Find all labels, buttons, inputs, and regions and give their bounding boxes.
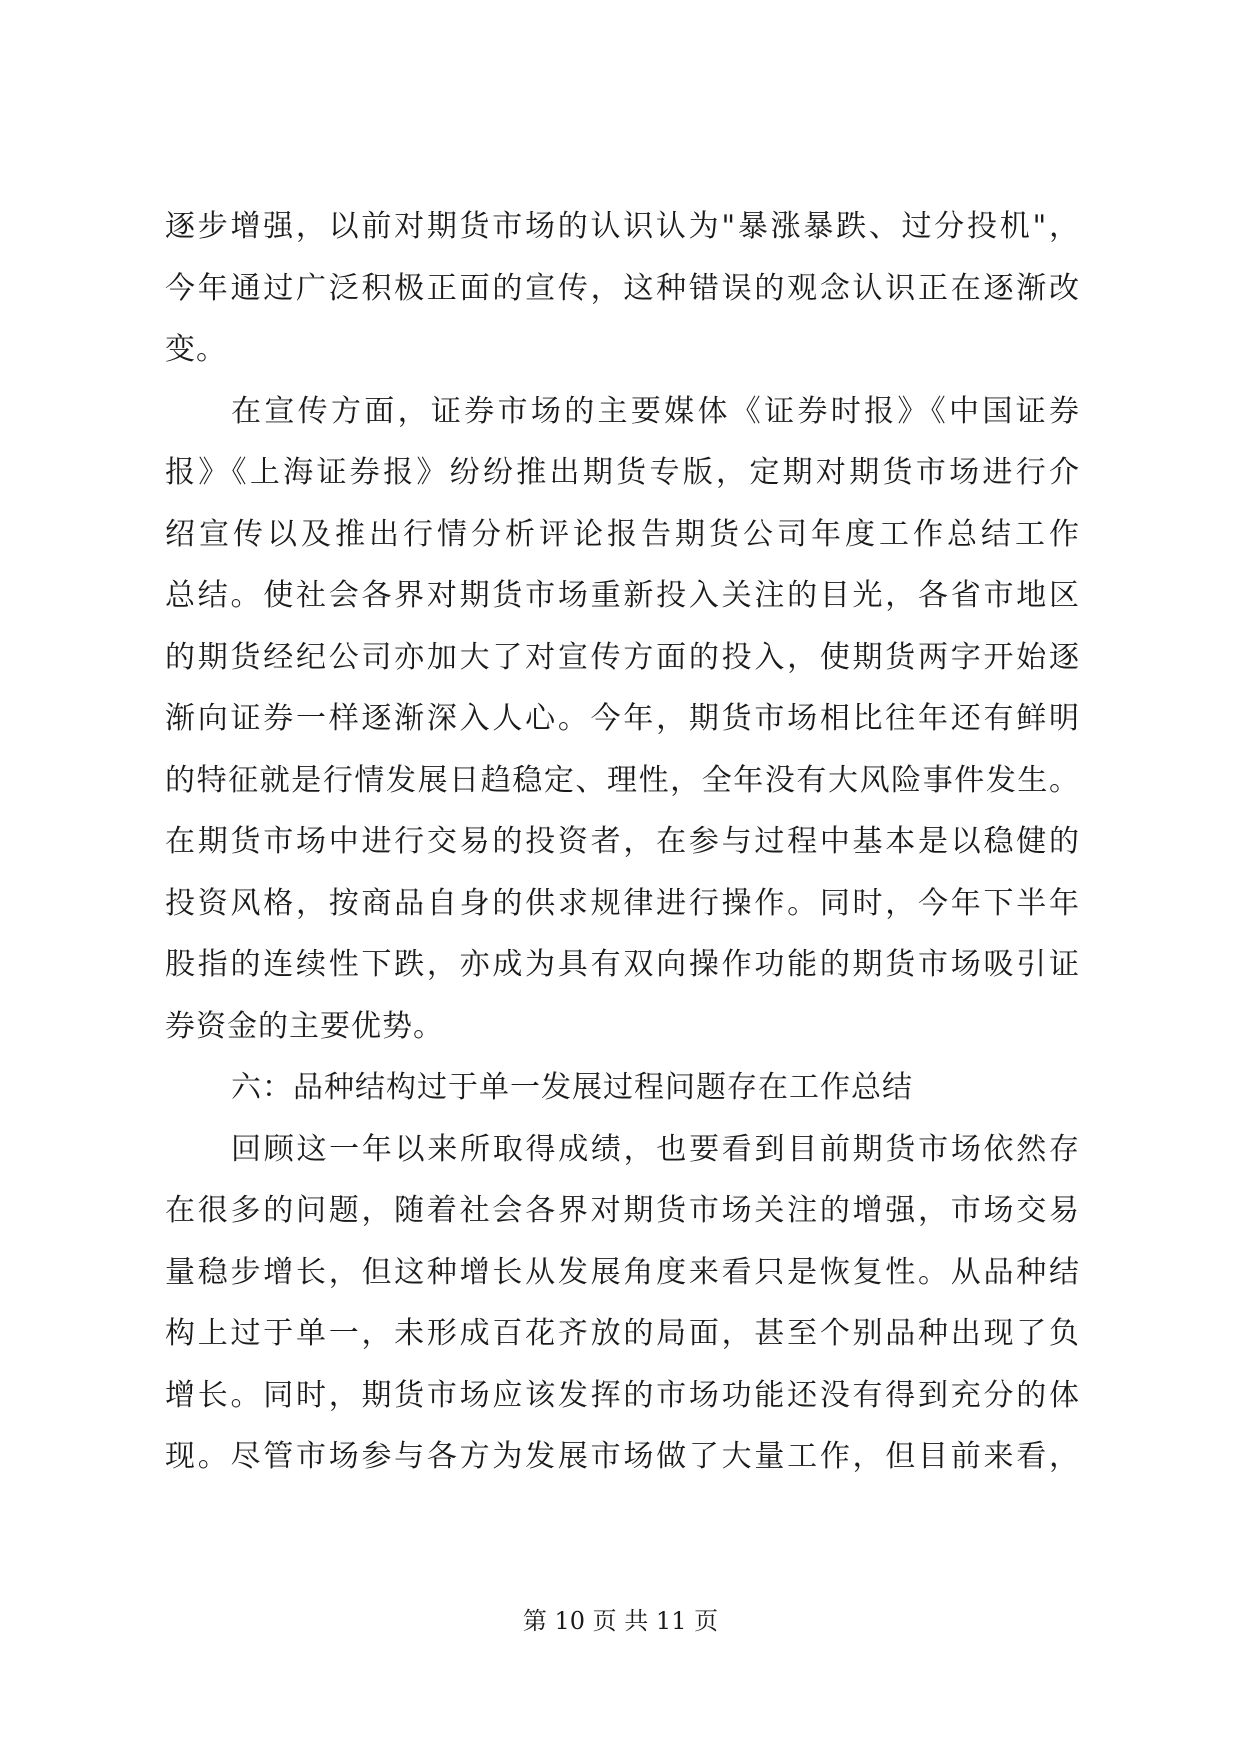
text-line: 总结。使社会各界对期货市场重新投入关注的目光，各省市地区	[165, 578, 1080, 613]
text-line: 现。尽管市场参与各方为发展市场做了大量工作，但目前来看，	[165, 1439, 1080, 1474]
text-line: 股指的连续性下跌，亦成为具有双向操作功能的期货市场吸引证	[165, 947, 1080, 982]
text-line: 报》《上海证券报》纷纷推出期货专版，定期对期货市场进行介	[165, 455, 1080, 490]
text-line: 今年通过广泛积极正面的宣传，这种错误的观念认识正在逐渐改	[165, 270, 1080, 306]
text-line: 投资风格，按商品自身的供求规律进行操作。同时，今年下半年	[165, 885, 1080, 921]
text-line: 的特征就是行情发展日趋稳定、理性，全年没有大风险事件发生。	[165, 762, 1080, 798]
text-line: 在很多的问题，随着社会各界对期货市场关注的增强，市场交易	[165, 1193, 1080, 1228]
page-number: 第 10 页 共 11 页	[522, 1607, 719, 1635]
text-line: 券资金的主要优势。	[165, 1008, 444, 1044]
paragraph-first-line: 在宣传方面，证券市场的主要媒体《证券时报》《中国证券	[231, 393, 1080, 429]
text-line: 绍宣传以及推出行情分析评论报告期货公司年度工作总结工作	[165, 516, 1080, 552]
document-body	[165, 196, 1080, 1488]
paragraph-first-line: 回顾这一年以来所取得成绩，也要看到目前期货市场依然存	[231, 1131, 1080, 1167]
page-footer	[0, 1606, 1241, 1636]
text-line: 量稳步增长，但这种增长从发展角度来看只是恢复性。从品种结	[165, 1254, 1080, 1290]
section-heading: 六：品种结构过于单一发展过程问题存在工作总结	[231, 1070, 913, 1105]
text-line: 在期货市场中进行交易的投资者，在参与过程中基本是以稳健的	[165, 824, 1080, 859]
text-line: 构上过于单一，未形成百花齐放的局面，甚至个别品种出现了负	[165, 1316, 1080, 1351]
text-line: 变。	[165, 332, 227, 367]
text-line: 的期货经纪公司亦加大了对宣传方面的投入，使期货两字开始逐	[165, 639, 1080, 675]
text-line: 增长。同时，期货市场应该发挥的市场功能还没有得到充分的体	[165, 1377, 1080, 1413]
text-line: 渐向证券一样逐渐深入人心。今年，期货市场相比往年还有鲜明	[165, 701, 1080, 736]
text-line: 逐步增强，以前对期货市场的认识认为"暴涨暴跌、过分投机"，	[165, 209, 1080, 244]
